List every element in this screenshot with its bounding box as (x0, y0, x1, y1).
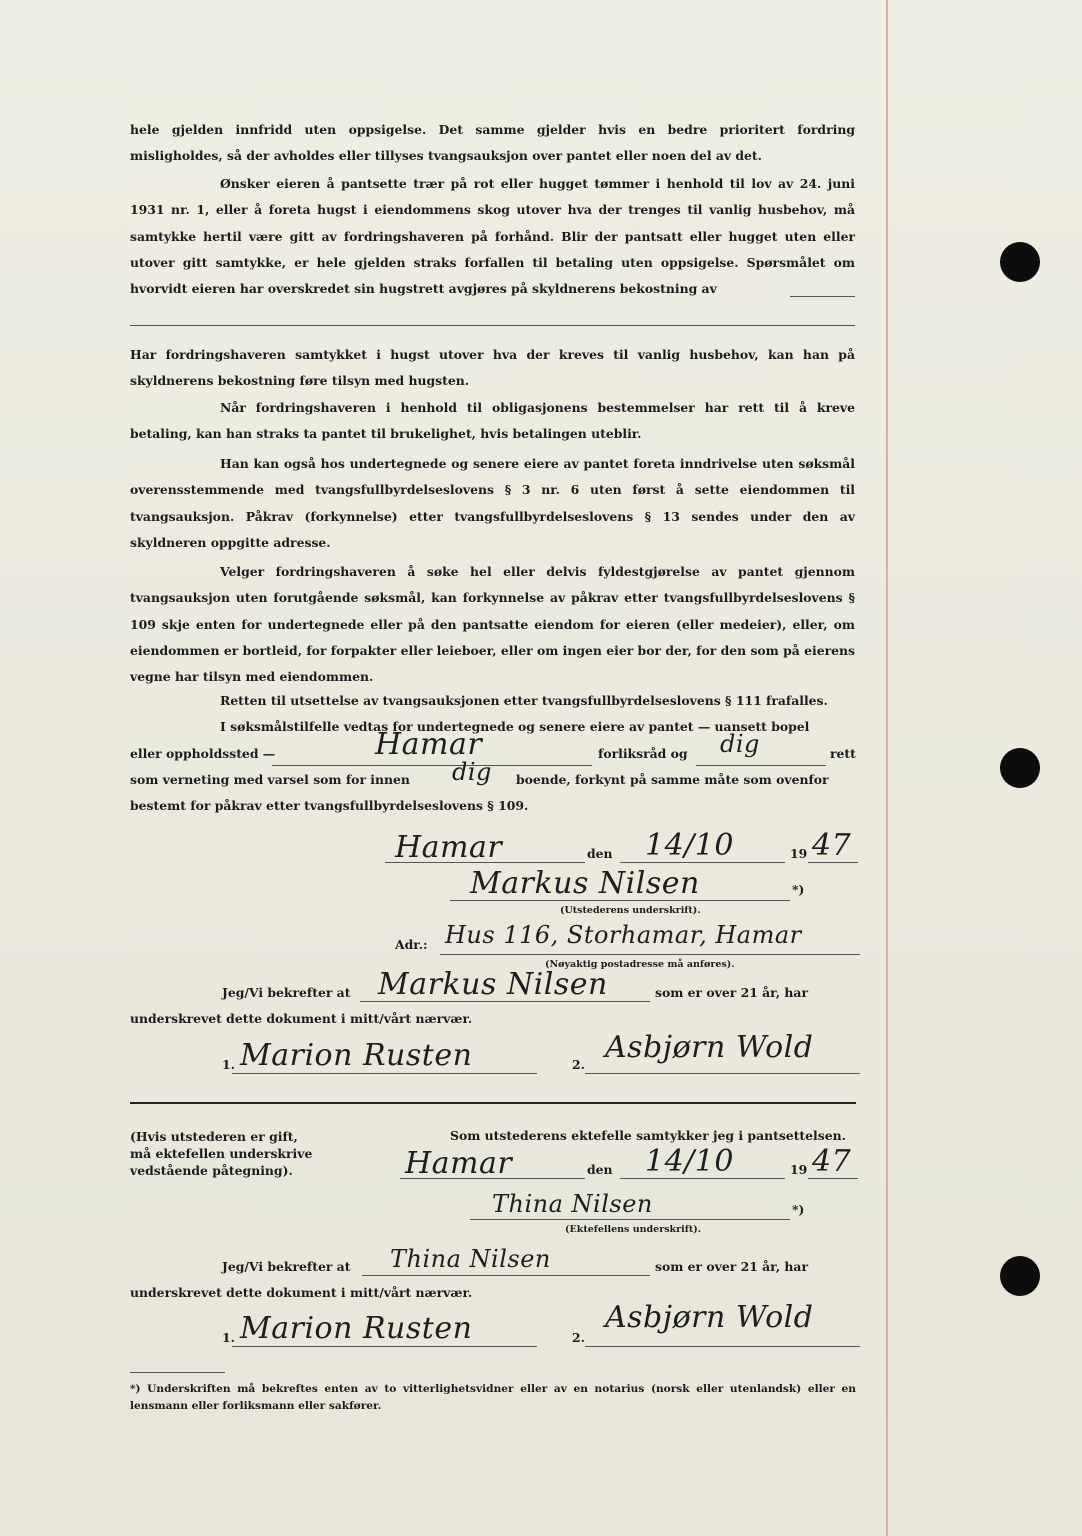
margin-line (886, 0, 888, 1536)
address-label: Adr.: (395, 937, 428, 952)
confirm-label: Jeg/Vi bekrefter at (222, 985, 351, 1000)
century-label: 19 (790, 846, 808, 861)
spouse-consent: Som utstederens ektefelle samtykker jeg i pantsettelsen. (450, 1128, 846, 1143)
paragraph-usufruct: Når fordringshaveren i henhold til obligasjonens bestemmelser har rett til å kreve betaling, kan han straks ta pantet til brukelighet, hvis betalingen uteblir. (130, 400, 855, 442)
blank-line (470, 1219, 790, 1220)
spouse-caption: (Ektefellens underskrift). (565, 1224, 702, 1235)
footnote: *) Underskriften må bekreftes enten av to vitterlighetsvidner eller av en notarius (norsk eller utenlandsk) eller en lensmann eller forliksmann eller sakfører. (130, 1383, 856, 1412)
punch-hole (1000, 1256, 1040, 1296)
blank-line (232, 1346, 537, 1347)
blank-line (362, 1275, 650, 1276)
confirm-label: som er over 21 år, har (655, 985, 808, 1000)
paragraph-venue-line1: I søksmålstilfelle vedtas for undertegnede og senere eiere av pantet — uansett bopel (220, 719, 810, 734)
blank-line (696, 765, 826, 766)
blank-line (440, 954, 860, 955)
handwritten-forliksrad-place: Hamar (375, 727, 483, 762)
witness-number: 2. (572, 1330, 585, 1345)
blank-line (232, 1073, 537, 1074)
handwritten-innen-place: dig (452, 758, 492, 786)
century-label: 19 (790, 1162, 808, 1177)
paragraph-postponement: Retten til utsettelse av tvangsauksjonen etter tvangsfullbyrdelseslovens § 111 frafalles. (220, 693, 828, 708)
paragraph-timber-clause: Ønsker eieren å pantsette trær på rot eller hugget tømmer i henhold til lov av 24. juni 1931 nr. 1, eller å foreta hugst i eiendommens skog utover hva der trenges til vanlig husbehov, må samtykke hertil være gitt av fordringshaveren på forhånd. Blir der pantsatt eller hugget uten eller utover gitt samtykke, er hele gjelden straks forfallen til betaling uten oppsigelse. Spørsmålet om hvorvidt eieren har overskredet sin hugstrett avgjøres på skyldnerens bekostning av (130, 176, 855, 297)
issuer-signature: Markus Nilsen (470, 866, 700, 901)
punch-hole (1000, 748, 1040, 788)
paragraph-enforcement: Han kan også hos undertegnede og senere eiere av pantet foreta inndrivelse uten søksmål overensstemmende med tvangsfullbyrdelseslovens § 3 nr. 6 uten først å sette eiendommen til tvangsauksjon. Påkrav (forkynnelse) etter tvangsfullbyrdelseslovens § 13 sendes under den av skyldneren oppgitte adresse. (130, 456, 855, 550)
handwritten-year: 47 (812, 1144, 852, 1179)
witness-number: 1. (222, 1057, 235, 1072)
witness-number: 2. (572, 1057, 585, 1072)
blank-line (385, 862, 585, 863)
den-label: den (587, 846, 613, 861)
footnote-marker: *) (792, 882, 805, 897)
handwritten-confirmed-name: Thina Nilsen (390, 1245, 551, 1273)
confirm-label: Jeg/Vi bekrefter at (222, 1259, 351, 1274)
handwritten-address: Hus 116, Storhamar, Hamar (445, 921, 802, 949)
venue-label: eller oppholdssted — (130, 746, 276, 761)
handwritten-place: Hamar (395, 830, 503, 865)
venue-label: som verneting med varsel som for innen (130, 772, 410, 787)
blank-line (585, 1073, 860, 1074)
address-caption: (Nøyaktig postadresse må anføres). (545, 959, 735, 970)
witness-1-signature: Marion Rusten (240, 1038, 473, 1073)
handwritten-place: Hamar (405, 1146, 513, 1181)
handwritten-rett-place: dig (720, 730, 760, 758)
confirm-label: som er over 21 år, har (655, 1259, 808, 1274)
witness-1-signature: Marion Rusten (240, 1311, 473, 1346)
handwritten-year: 47 (812, 828, 852, 863)
venue-label: boende, forkynt på samme måte som ovenfor (516, 772, 829, 787)
venue-label: forliksråd og (598, 746, 688, 761)
paragraph-supervision: Har fordringshaveren samtykket i hugst utover hva der kreves til vanlig husbehov, kan han på skyldnerens bekostning føre tilsyn med hugsten. (130, 347, 855, 389)
blank-line (585, 1346, 860, 1347)
blank-line (450, 900, 790, 901)
footnote-marker: *) (792, 1202, 805, 1217)
witness-2-signature: Asbjørn Wold (605, 1300, 814, 1335)
confirm-label: underskrevet dette dokument i mitt/vårt nærvær. (130, 1285, 473, 1300)
confirm-label: underskrevet dette dokument i mitt/vårt nærvær. (130, 1011, 473, 1026)
venue-label: rett (830, 746, 856, 761)
section-divider (130, 1102, 856, 1104)
paragraph-auction: Velger fordringshaveren å søke hel eller delvis fyldestgjørelse av pantet gjennom tvangsauksjon uten forutgående søksmål, kan forkynnelse av påkrav etter tvangsfullbyrdelseslovens § 109 skje enten for undertegnede eller på den pantsatte eiendom for eieren (eller medeier), eller, om eiendommen er bortleid, for forpakter eller leieboer, eller om ingen eier bor der, for den som på eierens vegne har tilsyn med eiendommen. (130, 564, 855, 685)
spouse-signature: Thina Nilsen (492, 1190, 653, 1218)
blank-line (130, 325, 855, 326)
handwritten-date: 14/10 (645, 828, 734, 863)
witness-2-signature: Asbjørn Wold (605, 1030, 814, 1065)
paragraph-default-clause: hele gjelden innfridd uten oppsigelse. Det samme gjelder hvis en bedre prioritert fordring misligholdes, så der avholdes eller tillyses tvangsauksjon over pantet eller noen del av det. (130, 122, 855, 164)
spouse-note: (Hvis utstederen er gift, må ektefellen underskrive vedstående påtegning). (130, 1129, 313, 1178)
den-label: den (587, 1162, 613, 1177)
issuer-caption: (Utstederens underskrift). (560, 905, 701, 916)
blank-line (272, 765, 592, 766)
blank-line (400, 1178, 585, 1179)
handwritten-confirmed-name: Markus Nilsen (378, 967, 608, 1002)
venue-label: bestemt for påkrav etter tvangsfullbyrdelseslovens § 109. (130, 798, 529, 813)
blank-line (790, 296, 855, 297)
witness-number: 1. (222, 1330, 235, 1345)
punch-hole (1000, 242, 1040, 282)
handwritten-date: 14/10 (645, 1144, 734, 1179)
footnote-divider (130, 1372, 225, 1373)
